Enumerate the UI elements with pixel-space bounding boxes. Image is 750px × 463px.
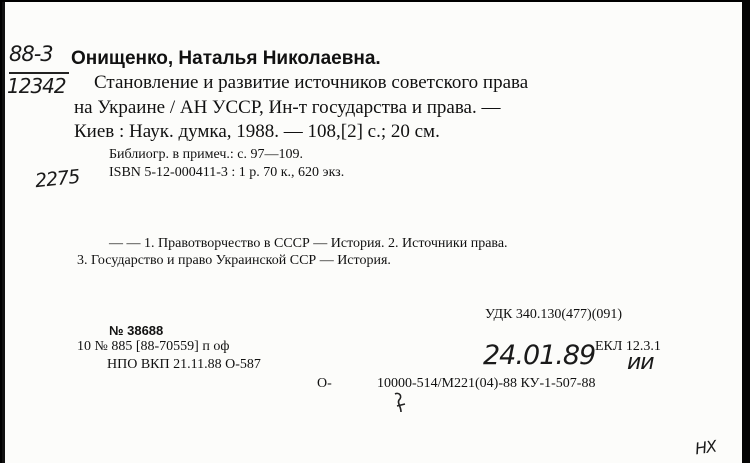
pen-scribble xyxy=(389,390,413,420)
npo-line: НПО ВКП 21.11.88 О-587 xyxy=(107,357,261,372)
ekl-code: ЕКЛ 12.3.1 xyxy=(595,339,661,354)
card-edge-shadow xyxy=(742,0,750,463)
call-number-top: 88-3 xyxy=(9,42,53,66)
author-heading: Онищенко, Наталья Николаевна. xyxy=(71,48,381,69)
imprint-line: Киев : Наук. думка, 1988. — 108,[2] с.; 20 см. xyxy=(74,121,440,142)
call-number-bottom: 12342 xyxy=(7,74,66,98)
isbn-line: ISBN 5-12-000411-3 : 1 р. 70 к., 620 экз. xyxy=(109,165,345,180)
handwritten-note: 2275 xyxy=(33,165,81,193)
title-line-2: на Украине / АН УССР, Ин-т государства и права. — xyxy=(74,97,501,118)
subjects-line-2: 3. Государство и право Украинской ССР — История. xyxy=(77,253,391,268)
title-line-1: Становление и развитие источников советского права xyxy=(94,72,529,93)
order-line: 10 № 885 [88-70559] п оф xyxy=(77,339,230,354)
bibliography-note: Библиогр. в примеч.: с. 97—109. xyxy=(109,147,303,162)
subjects-line-1: — — 1. Правотворчество в СССР — История. 2. Источники права. xyxy=(109,236,508,251)
udk-code: УДК 340.130(477)(091) xyxy=(485,307,623,322)
handwritten-initials: ии xyxy=(627,350,654,375)
handwritten-date: 24.01.89 xyxy=(483,340,596,371)
catalog-card xyxy=(2,2,743,463)
record-number: № 38688 xyxy=(109,323,164,338)
bottom-prefix: О- xyxy=(317,376,332,391)
bottom-code: 10000-514/М221(04)-88 КУ-1-507-88 xyxy=(377,376,596,391)
corner-mark: НХ xyxy=(693,436,718,459)
